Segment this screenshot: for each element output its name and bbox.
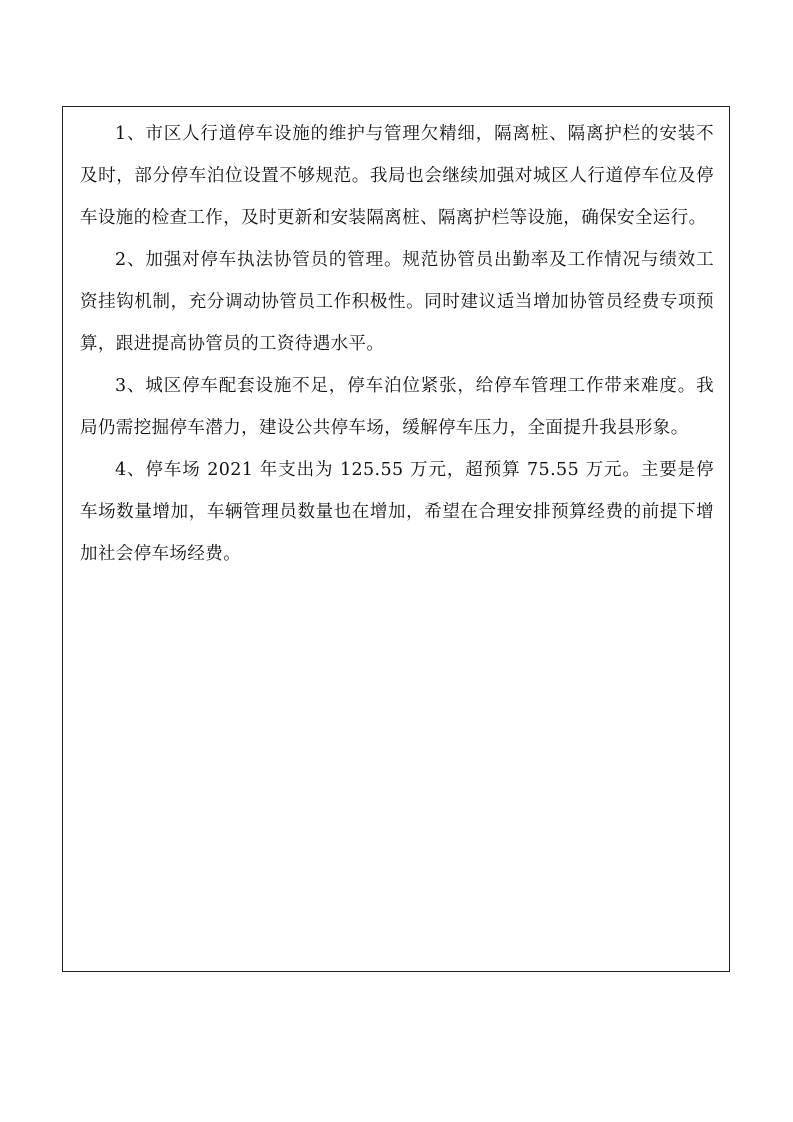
document-body <box>80 113 714 575</box>
paragraph-4: 4、停车场 2021 年支出为 125.55 万元，超预算 75.55 万元。主要是停车场数量增加，车辆管理员数量也在增加，希望在合理安排预算经费的前提下增加社会停车场经费。 <box>80 460 714 564</box>
paragraph-3: 3、城区停车配套设施不足，停车泊位紧张，给停车管理工作带来难度。我局仍需挖掘停车潜力，建设公共停车场，缓解停车压力，全面提升我县形象。 <box>80 376 714 438</box>
paragraph-2: 2、加强对停车执法协管员的管理。规范协管员出勤率及工作情况与绩效工资挂钩机制，充分调动协管员工作积极性。同时建议适当增加协管员经费专项预算，跟进提高协管员的工资待遇水平。 <box>80 250 714 354</box>
document-table-cell <box>62 106 730 972</box>
paragraph-1: 1、市区人行道停车设施的维护与管理欠精细，隔离桩、隔离护栏的安装不及时，部分停车泊位设置不够规范。我局也会继续加强对城区人行道停车位及停车设施的检查工作，及时更新和安装隔离桩、隔离护栏等设施，确保安全运行。 <box>80 124 714 228</box>
